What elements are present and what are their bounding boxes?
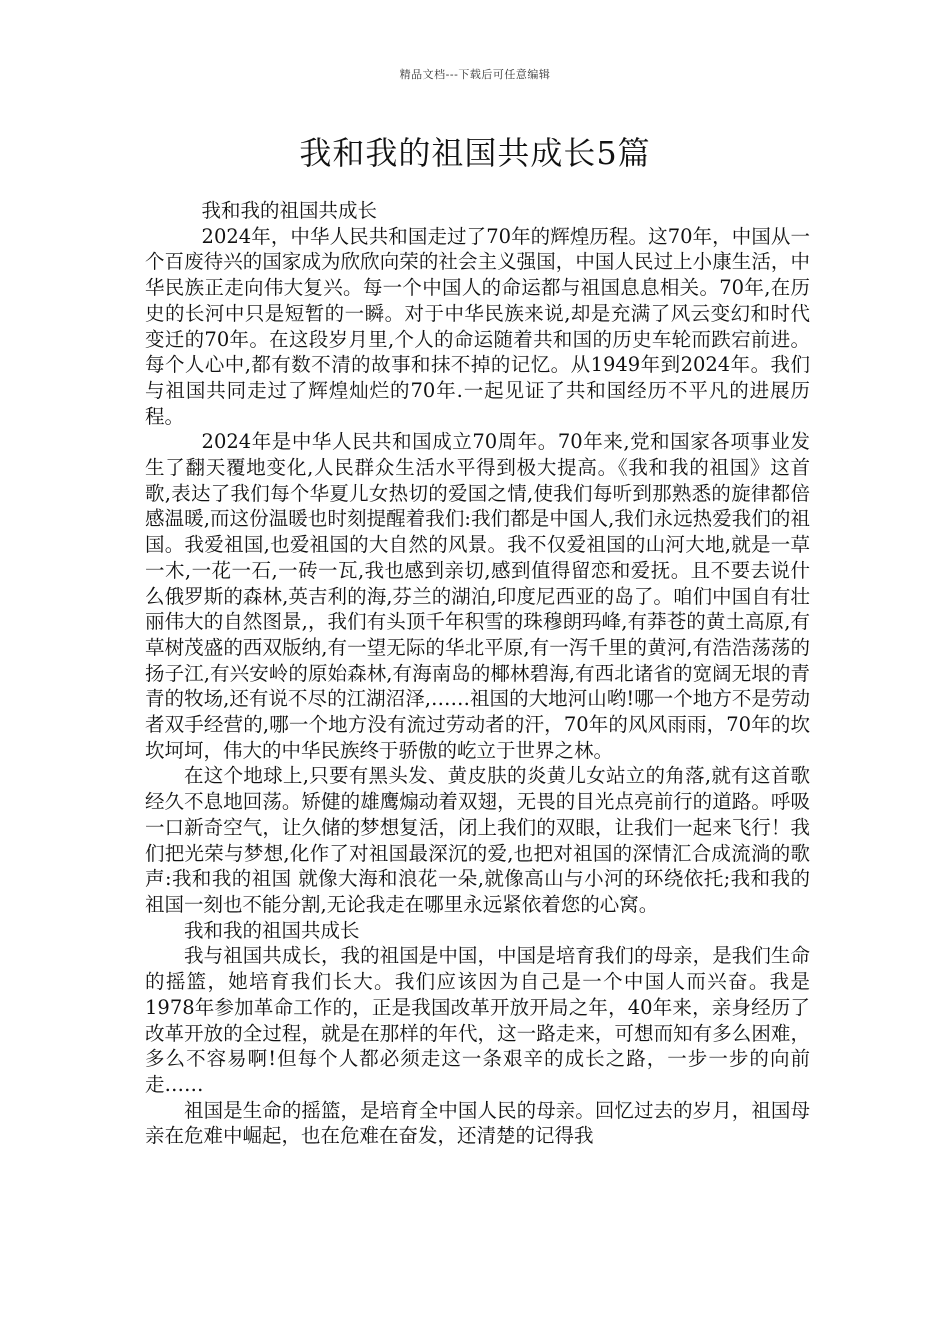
document-title: 我和我的祖国共成长5篇: [299, 134, 651, 172]
paragraph: 我与祖国共成长，我的祖国是中国，中国是培育我们的母亲，是我们生命的摇篮，她培育我们长大。我们应该因为自己是一个中国人而兴奋。我是1978年参加革命工作的，正是我国改革开放开局之年，40年来，亲身经历了改革开放的全过程，就是在那样的年代，这一路走来，可想而知有多么困难，多么不容易啊!但每个人都必须走这一条艰辛的成长之路，一步一步的向前走……: [145, 944, 810, 1096]
section-heading: 我和我的祖国共成长: [184, 918, 360, 942]
header-note: 精品文档---下载后可任意编辑: [399, 68, 551, 81]
paragraph: 2024年，中华人民共和国走过了70年的辉煌历程。这70年，中国从一个百废待兴的国家成为欣欣向荣的社会主义强国，中国人民过上小康生活，中华民族正走向伟大复兴。每一个中国人的命运都与祖国息息相关。70年,在历史的长河中只是短暂的一瞬。对于中华民族来说,却是充满了风云变幻和时代变迁的70年。在这段岁月里,个人的命运随着共和国的历史车轮而跌宕前进。每个人心中,都有数不清的故事和抹不掉的记忆。从1949年到2024年。我们与祖国共同走过了辉煌灿烂的70年.一起见证了共和国经历不平凡的进展历程。: [145, 224, 810, 428]
document-body: [145, 198, 810, 1149]
paragraph: 在这个地球上,只要有黑头发、黄皮肤的炎黄儿女站立的角落,就有这首歌经久不息地回荡。矫健的雄鹰煽动着双翅，无畏的目光点亮前行的道路。呼吸一口新奇空气，让久储的梦想复活，闭上我们的双眼，让我们一起来飞行！我们把光荣与梦想,化作了对祖国最深沉的爱,也把对祖国的深情汇合成流淌的歌声:我和我的祖国 就像大海和浪花一朵,就像高山与小河的环绕依托;我和我的祖国一刻也不能分割,无论我走在哪里永远紧依着您的心窝。: [145, 764, 810, 916]
paragraph: 祖国是生命的摇篮，是培育全中国人民的母亲。回忆过去的岁月，祖国母亲在危难中崛起，也在危难在奋发，还清楚的记得我: [145, 1098, 810, 1148]
section-heading: 我和我的祖国共成长: [201, 199, 378, 222]
paragraph: 2024年是中华人民共和国成立70周年。70年来,党和国家各项事业发生了翻天覆地变化,人民群众生活水平得到极大提高。《我和我的祖国》这首歌,表达了我们每个华夏儿女热切的爱国之情,使我们每听到那熟悉的旋律都倍感温暖,而这份温暖也时刻提醒着我们:我们都是中国人,我们永远热爱我们的祖国。我爱祖国,也爱祖国的大自然的风景。我不仅爱祖国的山河大地,就是一草一木,一花一石,一砖一瓦,我也感到亲切,感到值得留恋和爱抚。且不要去说什么俄罗斯的森林,英吉利的海,芬兰的湖泊,印度尼西亚的岛了。咱们中国自有壮丽伟大的自然图景,，我们有头顶千年积雪的珠穆朗玛峰,有莽苍的黄土高原,有草树茂盛的西双版纳,有一望无际的华北平原,有一泻千里的黄河,有浩浩荡荡的扬子江,有兴安岭的原始森林,有海南岛的椰林碧海,有西北诸省的宽阔无垠的青青的牧场,还有说不尽的江湖沼泽,……祖国的大地河山哟!哪一个地方不是劳动者双手经营的,哪一个地方没有流过劳动者的汗，70年的风风雨雨，70年的坎坎坷坷，伟大的中华民族终于骄傲的屹立于世界之林。: [145, 430, 810, 762]
